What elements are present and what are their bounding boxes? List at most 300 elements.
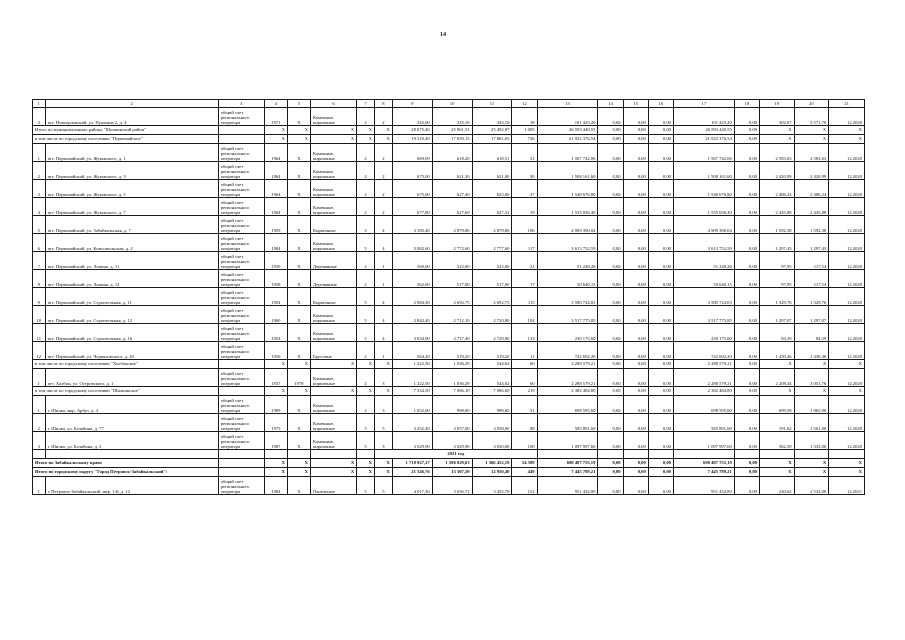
table-cell: Панельные (311, 477, 357, 495)
table-cell: 0,00 (623, 252, 648, 270)
table-cell: 17 861,65 (472, 135, 512, 144)
table-cell: 0,00 (734, 180, 759, 198)
table-cell: 2 (374, 180, 392, 198)
table-cell: Х (287, 198, 310, 216)
table-cell: 669,09 (392, 144, 432, 162)
table-cell: 4 (374, 288, 392, 306)
table-cell: Х (287, 387, 310, 396)
table-cell: 0,00 (734, 288, 759, 306)
row-number-cell: 1 (33, 369, 46, 387)
table-cell: 2 288 579,21 (537, 360, 598, 369)
table-cell: 621,00 (472, 162, 512, 180)
table-cell: общий счет регионального оператора (218, 198, 264, 216)
table-cell: 12.2020 (829, 369, 865, 387)
column-number-cell: 3 (218, 100, 264, 108)
table-cell: 12.2020 (829, 324, 865, 342)
table-cell: 12.2020 (829, 180, 865, 198)
address-cell: г. Шилка, ул. Балябина, д. 2 (45, 432, 218, 450)
table-cell: 0,00 (648, 459, 673, 468)
table-cell: Х (374, 387, 392, 396)
table-cell: 1 508 161,60 (537, 162, 598, 180)
table-cell: Х (794, 135, 829, 144)
table-cell: 742 692,20 (673, 342, 734, 360)
table-cell: Каменные, кирпичные (311, 396, 357, 414)
table-cell: 2 (374, 162, 392, 180)
table-cell: 2 420,99 (794, 162, 829, 180)
address-cell: пгт. Первомайский, ул. Черняховского, д. 20 (45, 342, 218, 360)
table-cell: 5 (357, 432, 375, 450)
table-cell: 1939 (264, 252, 287, 270)
table-cell: 1 366 452,18 (472, 459, 512, 468)
table-cell: 5 (357, 324, 375, 342)
table-cell: 0,00 (648, 270, 673, 288)
table-cell: общий счет регионального оператора (218, 414, 264, 432)
table-cell: 101 425,20 (673, 108, 734, 126)
address-cell: пгт. Новоорловский, ул. Пушкина 2, д. 4 (45, 108, 218, 126)
table-cell: 1 297,43 (794, 234, 829, 252)
table-cell: Х (311, 387, 357, 396)
table-cell: 21 546,76 (392, 468, 432, 477)
table-cell: 12.2021 (829, 477, 865, 495)
table-cell: 1 561,00 (794, 414, 829, 432)
table-cell: 362,39 (759, 432, 794, 450)
table-cell: 0,00 (623, 216, 648, 234)
table-row (33, 108, 865, 126)
table-cell: 26 593 440,55 (537, 126, 598, 135)
table-cell: 1 036,29 (432, 369, 472, 387)
table-cell: 2 288 579,21 (673, 360, 734, 369)
table-cell: 12.2020 (829, 342, 865, 360)
table-cell: 1960 (264, 306, 287, 324)
table-cell: Х (287, 135, 310, 144)
table-cell: Каменные, кирпичные (311, 324, 357, 342)
table-cell: 3 455,70 (472, 477, 512, 495)
table-cell: Х (311, 459, 357, 468)
table-cell: 60 (512, 360, 537, 369)
table-cell: 1964 (264, 144, 287, 162)
table-cell: 0,00 (598, 144, 623, 162)
table-cell: 3 613 752,59 (537, 234, 598, 252)
table-cell: 1 567 742,06 (537, 144, 598, 162)
table-cell: 115 (512, 288, 537, 306)
table-cell: 0,00 (623, 270, 648, 288)
table-cell: 675,00 (392, 180, 432, 198)
table-cell: 1 535 036,40 (537, 198, 598, 216)
table-cell: 0,00 (598, 126, 623, 135)
table-cell: общий счет регионального оператора (218, 270, 264, 288)
table-cell: 1984 (264, 234, 287, 252)
table-cell: 1975 (264, 414, 287, 432)
table-cell: 2 533,00 (794, 477, 829, 495)
address-cell: г. Петровск-Забайкальский, мкр. 1-й, д. 12 (45, 477, 218, 495)
table-cell: 0,00 (648, 369, 673, 387)
column-number-cell: 17 (673, 100, 734, 108)
table-cell: 12.2020 (829, 234, 865, 252)
table-cell: 1 535 036,40 (673, 198, 734, 216)
table-cell: 7 086,10 (432, 387, 472, 396)
table-cell: 0,00 (734, 432, 759, 450)
table-cell: 3 613 752,59 (673, 234, 734, 252)
table-cell: 25 492,87 (472, 126, 512, 135)
table-cell: Х (287, 162, 310, 180)
table-cell: 21 922 376,54 (537, 135, 598, 144)
table-row (33, 252, 865, 270)
table-cell: 88 (512, 414, 537, 432)
table-cell: 1956 (264, 342, 287, 360)
table-cell: 1 865,00 (794, 396, 829, 414)
table-cell: 3 (357, 216, 375, 234)
table-cell: 5 (374, 414, 392, 432)
table-cell: 560,00 (392, 252, 432, 270)
table-cell: Х (287, 468, 310, 477)
table-cell: 0,00 (623, 135, 648, 144)
table-cell: общий счет регионального оператора (218, 144, 264, 162)
table-cell: 11 (512, 342, 537, 360)
table-cell: Х (311, 135, 357, 144)
table-cell: 0,00 (648, 126, 673, 135)
table-cell: 1 (374, 252, 392, 270)
table-cell: 21 (512, 252, 537, 270)
table-cell: 230 175,60 (673, 324, 734, 342)
table-cell: 0,00 (734, 135, 759, 144)
table-cell: 0,00 (598, 468, 623, 477)
year-divider-row (33, 450, 865, 459)
column-number-cell: 19 (759, 100, 794, 108)
table-cell: Х (287, 180, 310, 198)
table-cell: 0,00 (623, 180, 648, 198)
table-cell: 4 (374, 306, 392, 324)
table-cell: Х (794, 360, 829, 369)
table-cell: 0,00 (598, 135, 623, 144)
table-cell: 1 718 927,27 (392, 459, 432, 468)
table-row (33, 144, 865, 162)
table-cell: 0,00 (648, 414, 673, 432)
table-cell: Х (829, 360, 865, 369)
row-number-cell: 2 (33, 414, 46, 432)
table-cell: 0,00 (648, 324, 673, 342)
table-cell: 2 (357, 198, 375, 216)
row-number-cell: 12 (33, 342, 46, 360)
table-cell: 0,00 (598, 180, 623, 198)
subtotal-label: в том числе по городскому поселению "Шилкинское" (33, 387, 219, 396)
table-cell: 998,00 (432, 396, 472, 414)
table-cell: 3 (374, 369, 392, 387)
table-cell: 51 248,26 (537, 252, 598, 270)
table-cell: 0,00 (648, 252, 673, 270)
table-cell: 152 (512, 477, 537, 495)
table-cell: 97,95 (759, 252, 794, 270)
table-cell (218, 459, 264, 468)
table-cell: Х (311, 126, 357, 135)
column-number-header-row (33, 100, 865, 108)
table-cell: 1 548 676,80 (673, 180, 734, 198)
table-cell: общий счет регионального оператора (218, 252, 264, 270)
table-cell: 7 086,60 (472, 387, 512, 396)
table-cell: 0,00 (623, 360, 648, 369)
table-cell (218, 468, 264, 477)
address-cell: пгт. Первомайский, ул. Жуковского, д. 5 (45, 180, 218, 198)
row-number-cell: 11 (33, 324, 46, 342)
table-cell: 2 288 579,21 (537, 369, 598, 387)
table-cell: 3 517 775,85 (673, 306, 734, 324)
table-cell: Х (287, 432, 310, 450)
table-cell: 133 (512, 324, 537, 342)
table-cell: 519,20 (432, 342, 472, 360)
table-cell: 0,00 (598, 432, 623, 450)
table-cell: 18 (512, 108, 537, 126)
table-cell: 117 (512, 234, 537, 252)
table-cell: Х (374, 135, 392, 144)
empty-cell (287, 450, 310, 459)
table-cell: Х (287, 459, 310, 468)
table-cell: 621,30 (432, 162, 472, 180)
table-cell: 12.2020 (829, 162, 865, 180)
table-cell: Х (311, 468, 357, 477)
table-cell: 1 097 997,60 (673, 432, 734, 450)
table-cell: 4 (374, 324, 392, 342)
table-cell: 698 595,60 (673, 396, 734, 414)
table-cell: 0,00 (598, 198, 623, 216)
table-cell: 2 420,99 (759, 162, 794, 180)
table-cell: 7 445 789,21 (673, 468, 734, 477)
table-cell: 117,54 (794, 252, 829, 270)
table-cell: 219 (512, 387, 537, 396)
table-cell: 2 (357, 162, 375, 180)
table-cell: 0,00 (623, 414, 648, 432)
table-row (33, 270, 865, 288)
table-cell: 12.2020 (829, 414, 865, 432)
table-cell: 2 772,60 (432, 234, 472, 252)
table-cell: Х (374, 126, 392, 135)
table-cell: Х (287, 252, 310, 270)
table-cell: 3 252,40 (392, 414, 432, 432)
table-cell: 12.2020 (829, 252, 865, 270)
table-cell: 84,39 (759, 324, 794, 342)
table-cell: 5 (374, 477, 392, 495)
table-cell: 0,00 (598, 369, 623, 387)
table-cell: 50 640,15 (673, 270, 734, 288)
table-cell: 342,00 (392, 108, 432, 126)
table-cell: 2 486,24 (794, 180, 829, 198)
table-cell: 0,00 (598, 342, 623, 360)
table-cell: 0,00 (598, 477, 623, 495)
table-cell: 522,00 (472, 252, 512, 270)
table-cell: 0,00 (598, 387, 623, 396)
empty-cell (734, 450, 759, 459)
table-cell: 4 909 390,04 (537, 216, 598, 234)
table-cell: Х (264, 387, 287, 396)
table-cell: 618,20 (432, 144, 472, 162)
table-cell: 19 510,40 (392, 135, 432, 144)
table-cell: 101 425,20 (537, 108, 598, 126)
table-cell: 677,80 (392, 198, 432, 216)
table-cell: 2 445,88 (794, 198, 829, 216)
table-cell: 0,00 (734, 270, 759, 288)
column-number-cell: 2 (45, 100, 218, 108)
table-cell: 1978 (287, 369, 310, 387)
table-cell: Х (287, 270, 310, 288)
table-cell: 2 879,80 (432, 216, 472, 234)
table-cell: 0,00 (598, 396, 623, 414)
table-cell: 1 592,38 (794, 216, 829, 234)
table-cell: 0,00 (734, 414, 759, 432)
capital-repair-register-table (32, 99, 865, 495)
table-cell: 0,00 (648, 468, 673, 477)
row-number-cell: 10 (33, 306, 46, 324)
table-cell: общий счет регионального оператора (218, 477, 264, 495)
table-cell: 1 329,76 (759, 288, 794, 306)
table-cell: 0,00 (734, 396, 759, 414)
table-cell: 1984 (264, 477, 287, 495)
table-cell: 7 334,50 (392, 387, 432, 396)
table-cell: 698 595,60 (537, 396, 598, 414)
table-cell: 0,00 (648, 144, 673, 162)
table-cell: 0,00 (734, 342, 759, 360)
address-cell: пгт. Холбон, ул. Островского, д. 1 (45, 369, 218, 387)
table-cell: Х (287, 342, 310, 360)
table-cell (218, 387, 264, 396)
table-cell: 50 640,15 (537, 270, 598, 288)
table-cell: Х (311, 360, 357, 369)
table-cell: 1937 (264, 369, 287, 387)
empty-cell (648, 450, 673, 459)
table-cell: 0,00 (598, 162, 623, 180)
table-row (33, 414, 865, 432)
table-cell: 4 (374, 216, 392, 234)
column-number-cell: 11 (472, 100, 512, 108)
column-number-cell: 7 (357, 100, 375, 108)
year-label: 2021 год (374, 450, 537, 459)
table-cell: 4 017,30 (392, 477, 432, 495)
table-cell: 0,00 (734, 324, 759, 342)
table-cell: 5 (357, 288, 375, 306)
column-number-cell: 21 (829, 100, 865, 108)
table-cell: Каменные, кирпичные (311, 108, 357, 126)
table-cell: Каменные, кирпичные (311, 198, 357, 216)
table-cell: 2 288 579,21 (673, 369, 734, 387)
table-cell: 2 486,24 (759, 180, 794, 198)
table-cell: общий счет регионального оператора (218, 432, 264, 450)
table-cell: 726 (512, 135, 537, 144)
table-cell: 12.2020 (829, 270, 865, 288)
table-row (33, 306, 865, 324)
table-cell: Х (287, 144, 310, 162)
table-cell: 625,00 (472, 180, 512, 198)
row-number-cell: 5 (33, 216, 46, 234)
table-cell: 17 839,15 (432, 135, 472, 144)
table-cell: Х (264, 459, 287, 468)
table-cell: 699,58 (759, 396, 794, 414)
table-cell: Х (357, 360, 375, 369)
table-cell: 544,62 (472, 360, 512, 369)
table-row (33, 234, 865, 252)
table-cell: 1964 (264, 198, 287, 216)
table-row (33, 216, 865, 234)
table-cell: 2 712,10 (432, 306, 472, 324)
table-cell: 100 (512, 432, 537, 450)
table-cell: 2 (357, 369, 375, 387)
table-cell: 60 (512, 369, 537, 387)
table-cell: 517,00 (432, 270, 472, 288)
table-row (33, 477, 865, 495)
table-cell: 0,00 (623, 288, 648, 306)
table-cell: 2 (357, 342, 375, 360)
table-cell: 1 (374, 270, 392, 288)
table-cell: 27 (512, 180, 537, 198)
row-number-cell: 7 (33, 252, 46, 270)
address-cell: пгт. Первомайский, ул. Комсомольская, д. 2 (45, 234, 218, 252)
table-cell: 343,10 (472, 108, 512, 126)
address-cell: г. Шилка, ул. Балябина, д. 77 (45, 414, 218, 432)
table-cell: 3 580 724,03 (673, 288, 734, 306)
table-cell: 3 057,00 (432, 414, 472, 432)
table-cell: Х (759, 126, 794, 135)
address-cell: пгт. Первомайский, ул. Ленина, д. 12 (45, 270, 218, 288)
empty-cell (537, 450, 598, 459)
table-cell: 12.2020 (829, 144, 865, 162)
table-cell: 1 222,50 (392, 369, 432, 387)
table-cell: 2 729,90 (472, 324, 512, 342)
column-number-cell: 9 (392, 100, 432, 108)
table-cell: 1 430,46 (759, 342, 794, 360)
table-cell: 12 950,40 (472, 468, 512, 477)
table-cell: 0,00 (623, 342, 648, 360)
table-cell: 449 (512, 468, 537, 477)
table-cell: 618,51 (472, 144, 512, 162)
table-cell: Х (759, 360, 794, 369)
table-cell: Х (287, 360, 310, 369)
address-cell: пгт. Первомайский, ул. Строительная, д. 16 (45, 324, 218, 342)
table-cell: 1 430,46 (794, 342, 829, 360)
table-cell: 0,00 (648, 360, 673, 369)
table-cell: 0,00 (648, 387, 673, 396)
empty-cell (759, 450, 794, 459)
table-cell: Х (264, 468, 287, 477)
subtotal-label: в том числе по городскому поселению "Холбонское" (33, 360, 219, 369)
table-cell: 12.2020 (829, 288, 865, 306)
table-cell: 0,00 (598, 234, 623, 252)
table-cell: 522,00 (432, 252, 472, 270)
table-cell: 0,00 (598, 216, 623, 234)
table-cell: 1 297,43 (759, 234, 794, 252)
table-cell: 17 (512, 270, 537, 288)
table-cell: 0,00 (648, 162, 673, 180)
table-cell: 3 517 775,85 (537, 306, 598, 324)
table-cell: 0,00 (623, 306, 648, 324)
table-cell: 0,00 (623, 198, 648, 216)
table-cell: общий счет регионального оператора (218, 369, 264, 387)
table-cell: 3 030,00 (472, 432, 512, 450)
table-cell: 0,00 (648, 216, 673, 234)
table-cell: Х (357, 126, 375, 135)
table-cell: 585 891,60 (673, 414, 734, 432)
table-cell: Х (829, 135, 865, 144)
table-cell: Х (287, 396, 310, 414)
table-cell: 2 382 484,80 (537, 387, 598, 396)
table-cell: Х (374, 459, 392, 468)
row-number-cell: 2 (33, 162, 46, 180)
table-cell: 0,00 (648, 180, 673, 198)
row-number-cell: 6 (33, 234, 46, 252)
table-cell: 1959 (264, 216, 287, 234)
column-number-cell: 20 (794, 100, 829, 108)
row-number-cell: 1 (33, 477, 46, 495)
table-cell: 230 175,60 (537, 324, 598, 342)
table-cell: Х (287, 306, 310, 324)
table-cell: 0,00 (623, 432, 648, 450)
table-cell: 951 434,80 (537, 477, 598, 495)
empty-cell (33, 450, 46, 459)
